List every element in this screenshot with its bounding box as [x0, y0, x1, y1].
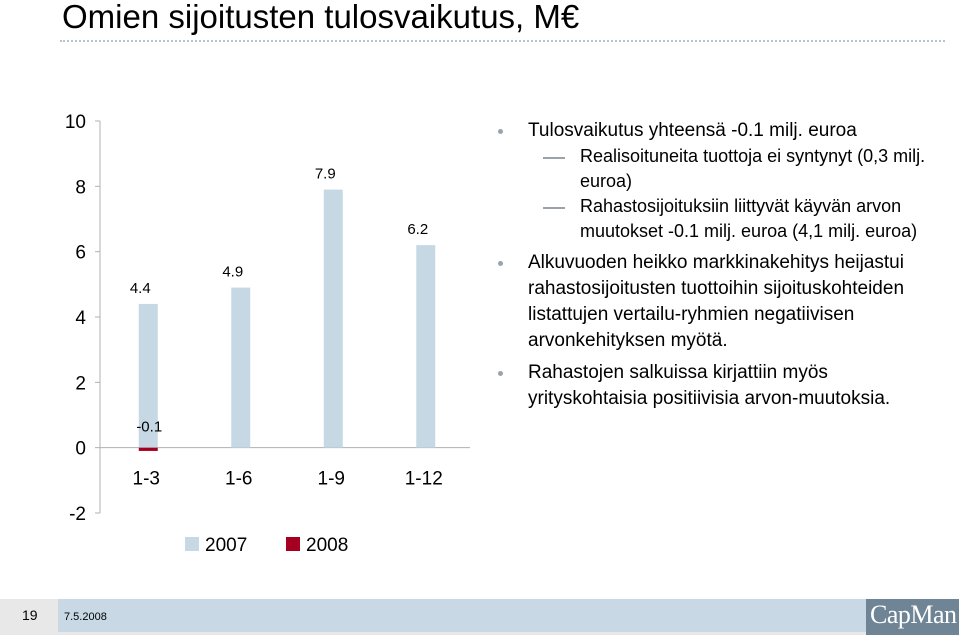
sub-bullet-item — [495, 144, 935, 194]
footer-band — [58, 599, 866, 632]
legend-label-2008: 2008 — [306, 535, 349, 556]
y-tick-label: 4 — [75, 308, 86, 329]
sub-bullet-dash-icon — [543, 207, 565, 209]
bullet-text: Tulosvaikutus yhteensä -0.1 milj. euroa — [528, 120, 857, 141]
x-tick-label: 1-6 — [225, 468, 253, 490]
sub-bullet-text: Rahastosijoituksiin liittyvät käyvän arvon muutokset -0.1 milj. euroa (4,1 milj. euroa) — [580, 196, 918, 241]
capman-logo: CapMan — [870, 600, 957, 629]
bar-2007 — [231, 288, 250, 448]
title-divider — [60, 40, 945, 42]
bullet-item — [495, 118, 935, 144]
y-tick-label: 2 — [75, 373, 86, 395]
y-tick-label: -2 — [69, 504, 86, 525]
data-label-2007: 7.9 — [314, 165, 336, 183]
footer-date: 7.5.2008 — [64, 611, 107, 623]
y-tick-label: 6 — [75, 242, 86, 264]
sub-bullet-dash-icon — [543, 157, 565, 159]
x-tick-label: 1-9 — [317, 468, 345, 490]
legend-swatch-2007 — [185, 537, 199, 551]
bullet-dot-icon — [498, 129, 503, 134]
bar-chart — [0, 95, 480, 575]
bar-2008 — [139, 448, 158, 451]
bullet-dot-icon — [498, 371, 503, 376]
legend-label-2007: 2007 — [205, 535, 248, 556]
data-label-2008: -0.1 — [136, 418, 163, 436]
bullet-item — [495, 360, 935, 412]
x-tick-label: 1-12 — [404, 468, 443, 490]
bar-2007 — [324, 190, 343, 448]
data-label-2007: 4.9 — [222, 263, 244, 281]
data-label-2007: 4.4 — [129, 279, 151, 297]
y-tick-label: 8 — [75, 177, 86, 199]
bullet-dot-icon — [498, 261, 503, 266]
bullet-list — [495, 118, 935, 412]
bar-2007 — [416, 245, 435, 448]
x-tick-label: 1-3 — [132, 468, 160, 490]
data-label-2007: 6.2 — [407, 221, 429, 239]
bullet-item — [495, 250, 935, 354]
sub-bullet-text: Realisoituneita tuottoja ei syntynyt (0,3 milj. euroa) — [580, 146, 926, 191]
y-tick-label: 0 — [75, 438, 86, 460]
bullet-text: Rahastojen salkuissa kirjattiin myös yrityskohtaisia positiivisia arvon-muutoksia. — [528, 362, 891, 409]
slide-title: Omien sijoitusten tulosvaikutus, M€ — [62, 0, 580, 35]
legend-swatch-2008 — [286, 537, 300, 551]
page-number: 19 — [22, 607, 38, 623]
bullet-text: Alkuvuoden heikko markkinakehitys heijastui rahastosijoitusten tuottoihin sijoituskohteiden listattujen vertailu-ryhmien negatiivisen arvonkehityksen myötä. — [528, 252, 905, 351]
sub-bullet-item — [495, 194, 935, 244]
y-tick-label: 10 — [64, 112, 86, 133]
